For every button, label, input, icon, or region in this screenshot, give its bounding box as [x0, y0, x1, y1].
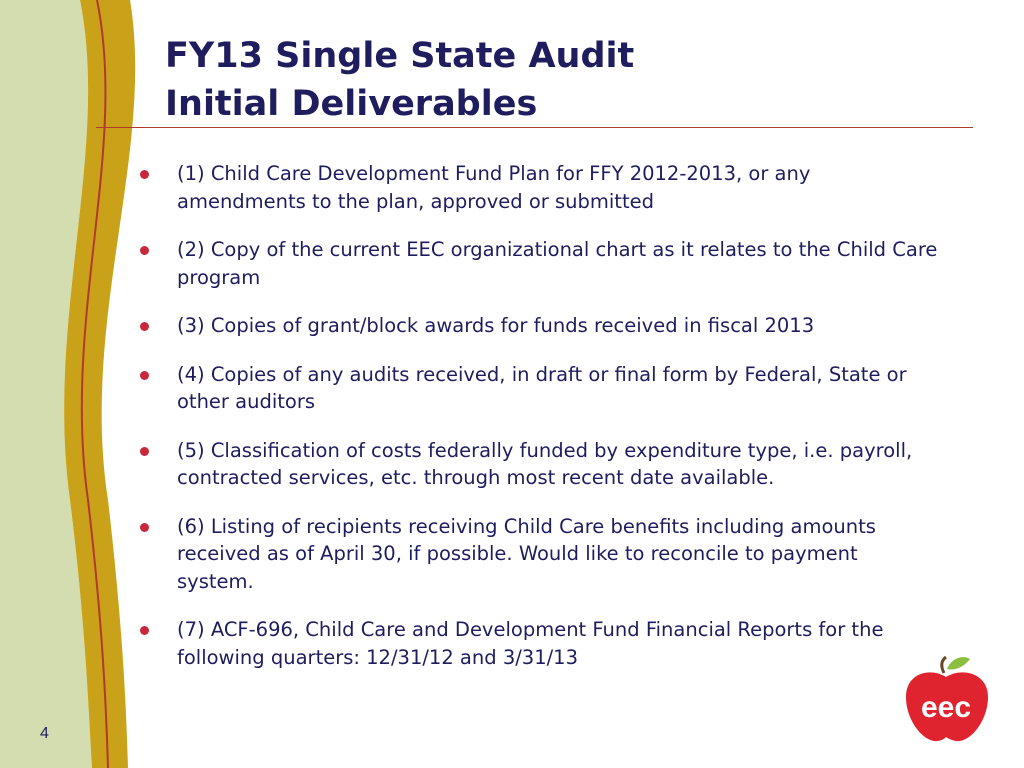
bullet-text: (2) Copy of the current EEC organizational chart as it relates to the Child Care program — [177, 238, 938, 289]
bullet-dot-icon — [140, 322, 149, 331]
bullet-dot-icon — [140, 246, 149, 255]
slide-number: 4 — [40, 725, 49, 742]
bullet-text: (5) Classification of costs federally funded by expenditure type, i.e. payroll, contracted services, etc. through most recent date available. — [177, 438, 913, 489]
eec-apple-logo-icon — [900, 655, 992, 745]
bullet-dot-icon — [140, 626, 149, 635]
bullet-item — [140, 616, 940, 671]
bullet-item — [140, 513, 940, 596]
bullet-item — [140, 361, 940, 416]
bullet-text: (6) Listing of recipients receiving Child Care benefits including amounts received as of April 30, if possible. Would like to reconcile to payment system. — [177, 514, 876, 593]
bullet-dot-icon — [140, 371, 149, 380]
title-line: Initial Deliverables — [165, 84, 538, 124]
logo-text: eec — [920, 691, 972, 724]
bullet-item — [140, 437, 940, 492]
bullet-text: (4) Copies of any audits received, in draft or final form by Federal, State or other auditors — [177, 362, 907, 413]
title-divider — [96, 127, 973, 128]
bullet-list — [140, 160, 940, 692]
bullet-text: (3) Copies of grant/block awards for funds received in fiscal 2013 — [177, 314, 815, 337]
decorative-swoosh — [0, 0, 160, 768]
bullet-text: (1) Child Care Development Fund Plan for FFY 2012-2013, or any amendments to the plan, approved or submitted — [177, 162, 811, 213]
bullet-dot-icon — [140, 170, 149, 179]
bullet-dot-icon — [140, 523, 149, 532]
bullet-item — [140, 160, 940, 215]
bullet-text: (7) ACF-696, Child Care and Development Fund Financial Reports for the following quarters: 12/31/12 and 3/31/13 — [177, 618, 884, 669]
bullet-item — [140, 236, 940, 291]
title-line: FY13 Single State Audit — [165, 36, 635, 76]
bullet-dot-icon — [140, 447, 149, 456]
bullet-item — [140, 312, 940, 340]
slide-title — [165, 32, 634, 128]
